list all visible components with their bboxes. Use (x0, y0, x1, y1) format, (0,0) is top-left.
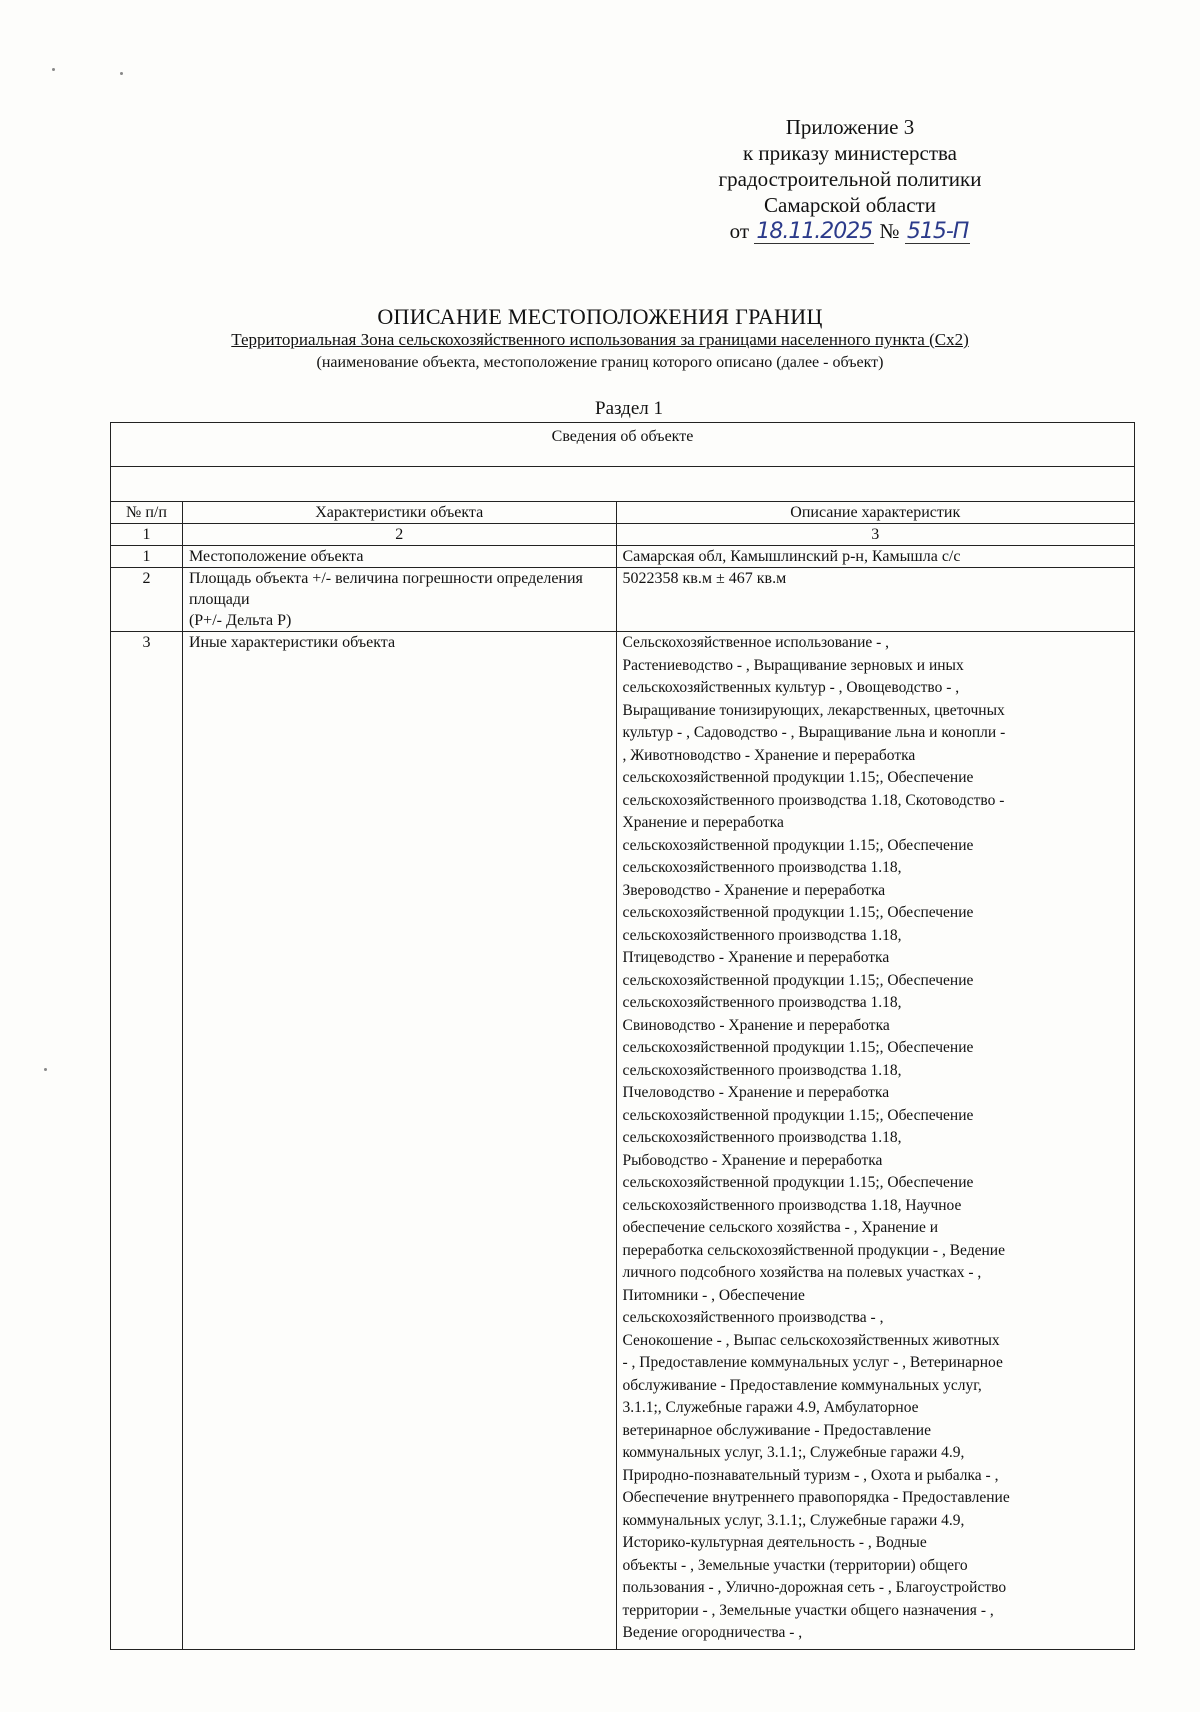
section-title: Раздел 1 (595, 398, 663, 419)
column-number: 2 (182, 524, 616, 546)
column-number-row (111, 524, 1135, 546)
approval-block (700, 114, 1000, 244)
row-number: 2 (111, 568, 183, 632)
characteristic-name: Площадь объекта +/- величина погрешности определения площади (Р+/- Дельта Р) (182, 568, 616, 632)
approval-line: Приложение 3 (785, 115, 915, 139)
from-label: от (729, 219, 750, 243)
scan-speck (44, 1068, 47, 1071)
column-number: 3 (616, 524, 1135, 546)
approval-line: к приказу министерства (742, 141, 958, 165)
table-row (111, 632, 1135, 1650)
characteristic-value: Сельскохозяйственное использование - , Растениеводство - , Выращивание зерновых и иных сельскохозяйственных культур - , Овощеводство - , Выращивание тонизирующих, лекарственных, цветочных культур - , Садоводство - , Выращивание льна и конопли - , Животноводство - Хранение и переработка сельскохозяйственной продукции 1.15;, Обеспечение сельскохозяйственного производства 1.18, Скотоводство - Хранение и переработка сельскохозяйственной продукции 1.15;, Обеспечение сельскохозяйственного производства 1.18, Звероводство - Хранение и переработка сельскохозяйственной продукции 1.15;, Обеспечение сельскохозяйственного производства 1.18, Птицеводство - Хранение и переработка сельскохозяйственной продукции 1.15;, Обеспечение сельскохозяйственного производства 1.18, Свиноводство - Хранение и переработка сельскохозяйственной продукции 1.15;, Обеспечение сельскохозяйственного производства 1.18, Пчеловодство - Хранение и переработка сельскохозяйственной продукции 1.15;, Обеспечение сельскохозяйственного производства 1.18, Рыбоводство - Хранение и переработка сельскохозяйственной продукции 1.15;, Обеспечение сельскохозяйственного производства 1.18, Научное обеспечение сельского хозяйства - , Хранение и переработка сельскохозяйственной продукции - , Ведение личного подсобного хозяйства на полевых участках - , Питомники - , Обеспечение сельскохозяйственного производства - , Сенокошение - , Выпас сельскохозяйственных животных - , Предоставление коммунальных услуг - , Ветеринарное обслуживание - Предоставление коммунальных услуг, 3.1.1;, Служебные гаражи 4.9, Амбулаторное ветеринарное обслуживание - Предоставление коммунальных услуг, 3.1.1;, Служебные гаражи 4.9, Природно-познавательный туризм - , Охота и рыбалка - , Обеспечение внутреннего правопорядка - Предоставление коммунальных услуг, 3.1.1;, Служебные гаражи 4.9, Историко-культурная деятельность - , Водные объекты - , Земельные участки (территории) общего пользования - , Улично-дорожная сеть - , Благоустройство территории - , Земельные участки общего назначения - , Ведение огородничества - , (616, 632, 1135, 1650)
handwritten-number: 515-П (906, 219, 969, 244)
empty-cell (111, 467, 1135, 502)
column-number: 1 (111, 524, 183, 546)
table-heading-row (111, 423, 1135, 467)
table-heading: Сведения об объекте (111, 423, 1135, 467)
row-number: 1 (111, 546, 183, 568)
document-title: ОПИСАНИЕ МЕСТОПОЛОЖЕНИЯ ГРАНИЦ (377, 304, 823, 329)
scan-speck (52, 68, 55, 71)
number-sign: № (879, 219, 900, 243)
table-row (111, 568, 1135, 632)
approval-line: Самарской области (764, 193, 936, 217)
column-header: Характеристики объекта (182, 502, 616, 524)
table-empty-row (111, 467, 1135, 502)
approval-line: градостроительной политики (718, 167, 982, 191)
object-info-table (110, 422, 1135, 1650)
characteristic-value: Самарская обл, Камышлинский р-н, Камышла с/с (616, 546, 1135, 568)
scan-speck (120, 72, 123, 75)
column-header: № п/п (111, 502, 183, 524)
column-header-row (111, 502, 1135, 524)
table-row (111, 546, 1135, 568)
row-number: 3 (111, 632, 183, 1650)
characteristic-name: Иные характеристики объекта (182, 632, 616, 1650)
column-header: Описание характеристик (616, 502, 1135, 524)
characteristic-value: 5022358 кв.м ± 467 кв.м (616, 568, 1135, 632)
object-name (0, 330, 1200, 350)
order-reference (730, 218, 971, 244)
object-caption: (наименование объекта, местоположение границ которого описано (далее - объект) (316, 354, 884, 371)
object-name-text: Территориальная Зона сельскохозяйственного использования за границами населенного пункта (Сх2) (231, 330, 969, 349)
handwritten-date: 18.11.2025 (756, 219, 873, 244)
characteristic-name: Местоположение объекта (182, 546, 616, 568)
